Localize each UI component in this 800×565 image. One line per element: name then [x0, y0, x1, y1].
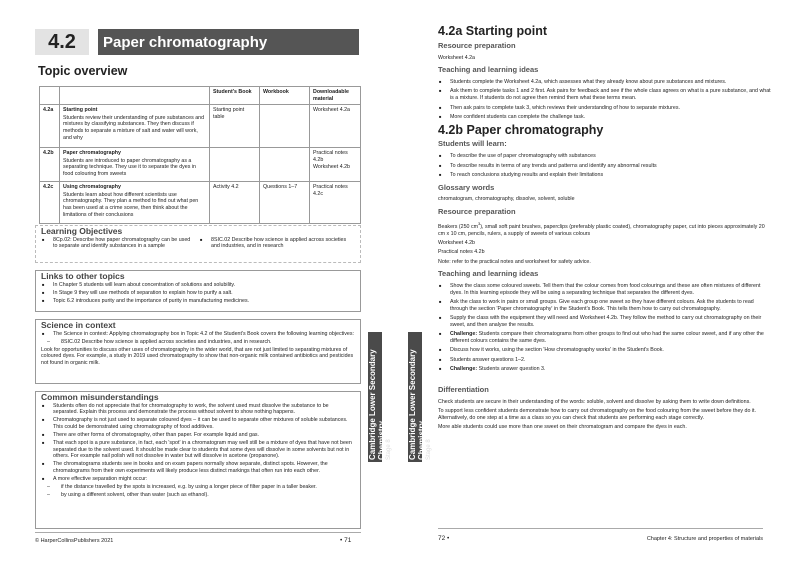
differentiation-heading: Differentiation	[438, 384, 489, 394]
teaching-item: ■ Then ask pairs to complete task 3, which reviews their understanding of how to separate mixtures.	[438, 105, 773, 112]
misunderstanding-item: ■ A more effective separation might occur:	[41, 476, 355, 483]
resource-text	[438, 221, 773, 237]
misunderstanding-item: ■ Students often do not appreciate that for chromatography to work, the solvent used must dissolve the substance to be separated. Explain this process and demonstrate the process without solvent to show nothing happens.	[41, 403, 355, 416]
row-book	[210, 148, 260, 182]
glossary-text: chromatogram, chromatography, dissolve, solvent, soluble	[438, 196, 575, 203]
teaching-item: ■ Students answer questions 1–2.	[438, 357, 773, 364]
teaching-text: Students answer question 3.	[478, 366, 546, 373]
row-desc: Students review their understanding of pure substances and mixtures by classifying substances. They then discuss if methods to separate a mixture of salt and water will work, and why	[63, 114, 205, 141]
page-number: 72 •	[438, 535, 450, 542]
superscript: 3	[478, 221, 481, 227]
col-header	[40, 87, 60, 105]
students-will-learn-heading: Students will learn:	[438, 139, 507, 149]
resource-line: Practical notes 4.2b	[438, 249, 485, 256]
resource-line: Note: refer to the practical notes and worksheet for safety advice.	[438, 258, 591, 265]
differentiation-text: To support less confident students demonstrate how to carry out chromatography on the food colouring from the sweet before they do it. Alternatively, do one step at a time as a class so you can check that students are performing each stage correctly.	[438, 407, 756, 421]
teaching-item: ■ Students complete the Worksheet 4.2a, which assesses what they already know about pure substances and mixtures.	[438, 79, 773, 86]
differentiation-text: More able students could use more than one sweet on their chromatogram and compare the dyes in each.	[438, 424, 687, 431]
table-row	[40, 105, 361, 148]
objective-item: ■ 8SIC.02 Describe how science is applied across societies and industries, and in research	[199, 237, 349, 250]
misunderstanding-item: ■ Chromatography is not just used to separate coloured dyes – it can be used to separate other mixtures of soluble substances. This could be demonstrated using chromatography of food additives.	[41, 417, 355, 430]
misunderstanding-subitem: – if the distance travelled by the spots is increased, e.g. by using a longer piece of filter paper in a taller beaker.	[41, 484, 355, 491]
link-item: ■ In Chapter 5 students will learn about concentration of solutions and solubility.	[41, 282, 355, 289]
section-heading-4-2a: 4.2a Starting point	[438, 24, 548, 38]
teaching-item	[438, 366, 773, 373]
series-title: Cambridge Lower Secondary Chemistry	[368, 349, 386, 460]
science-in-context-heading: Science in context	[41, 320, 116, 330]
row-material: Worksheet 4.2b	[313, 164, 351, 171]
learn-item: ■ To describe results in terms of any trends and patterns and identify any abnormal results	[438, 163, 773, 170]
page-number: • 71	[340, 537, 352, 544]
chapter-footer: Chapter 4: Structure and properties of materials	[646, 536, 763, 542]
series-tab-left	[368, 332, 392, 462]
misunderstandings-heading: Common misunderstandings	[41, 392, 159, 402]
row-code: 4.2c	[43, 184, 54, 191]
learn-item: ■ To reach conclusions studying results and explain their limitations	[438, 172, 773, 179]
footer-divider	[35, 532, 361, 533]
topic-overview-table	[39, 86, 361, 224]
footer-divider	[438, 528, 763, 529]
misunderstanding-item: ■ There are other forms of chromatography, other than paper. For example liquid and gas.	[41, 432, 355, 439]
row-book: Activity 4.2	[210, 182, 260, 224]
row-code: 4.2a	[43, 107, 54, 114]
topic-number: 4.2	[35, 29, 89, 55]
row-material: Worksheet 4.2a	[313, 107, 351, 114]
col-header	[60, 87, 210, 105]
row-title: Starting point	[63, 107, 98, 114]
resource-text: Worksheet 4.2a	[438, 54, 476, 61]
links-heading: Links to other topics	[41, 271, 125, 281]
context-item: ■ The Science in context: Applying chromatography box in Topic 4.2 of the Student's Book covers the following learning objectives:	[41, 331, 355, 338]
teaching-item: ■ More confident students can complete the challenge task.	[438, 114, 773, 121]
series-tab-right	[408, 332, 432, 462]
misunderstanding-subitem: – by using a different solvent, other than water (such as ethanol).	[41, 492, 355, 499]
context-paragraph: Look for opportunities to discuss other uses of chromatography in the wider world, that are not just limited to separating mixtures of coloured dyes. For example, a study in 2019 used chromatography to show that non-organic milk contained antibiotics and pesticides not found in organic milk.	[41, 346, 354, 366]
series-stage: Stage 8	[426, 439, 432, 460]
col-header: Student's Book	[210, 87, 260, 105]
section-heading-4-2b: 4.2b Paper chromatography	[438, 122, 604, 137]
row-workbook	[260, 105, 310, 148]
col-header: Workbook	[260, 87, 310, 105]
row-book: Starting point table	[210, 105, 260, 148]
teaching-heading: Teaching and learning ideas	[438, 65, 539, 75]
teaching-item: ■ Discuss how it works, using the section 'How chromatography works' in the Student's Book.	[438, 347, 773, 354]
links-box	[35, 270, 361, 312]
learning-objectives-box	[35, 225, 361, 263]
row-title: Using chromatography	[63, 184, 121, 191]
teaching-item	[438, 331, 773, 345]
right-page-content	[438, 24, 773, 433]
table-row	[40, 148, 361, 182]
table-row	[40, 182, 361, 224]
copyright: © HarperCollinsPublishers 2021	[35, 538, 114, 544]
row-workbook	[260, 148, 310, 182]
series-title: Cambridge Lower Secondary Chemistry	[408, 349, 426, 460]
learning-objectives-heading: Learning Objectives	[41, 226, 123, 236]
col-header: Downloadable material	[310, 87, 361, 105]
resource-preparation-heading: Resource preparation	[438, 40, 516, 50]
resource-text-part: ), small soft paint brushes, paperclips (preferably plastic coated), chromatography paper, cut into pieces approximately 20 cm x 10 cm, pencils, rulers, a supply of sweets of various colours	[438, 223, 765, 237]
topic-title: Paper chromatography	[98, 29, 359, 55]
teaching-item: ■ Show the class some coloured sweets. Tell them that the colour comes from food colourings and these are often mixtures of different dyes. In this learning episode they will be using a separating technique that separates the different dyes.	[438, 283, 773, 297]
resource-line: Worksheet 4.2b	[438, 239, 476, 246]
link-item: ■ Topic 6.2 introduces purity and the importance of purity in manufacturing medicines.	[41, 298, 355, 305]
teaching-heading: Teaching and learning ideas	[438, 269, 539, 279]
resource-preparation-heading: Resource preparation	[438, 207, 516, 217]
teaching-item: ■ Ask the class to work in pairs or small groups. Give each group one sweet so they have different colours. Ask the students to read through the section 'Paper chromatography' in the Student's Book. This tells them how to carry out chromatography.	[438, 299, 773, 313]
objective-item: ■ 8Cp.02: Describe how paper chromatography can be used to separate and identify substances in a sample	[41, 237, 191, 250]
topic-overview-heading: Topic overview	[38, 64, 128, 78]
row-material: Practical notes 4.2b	[313, 150, 348, 163]
teaching-item: ■ Supply the class with the equipment they will need and Worksheet 4.2b. They follow the method to carry out chromatography on their sweet, and then analyse the results.	[438, 315, 773, 329]
glossary-heading: Glossary words	[438, 182, 495, 192]
misunderstandings-box	[35, 391, 361, 529]
link-item: ■ In Stage 9 they will use methods of separation to explain how to purify a salt.	[41, 290, 355, 297]
row-material: Practical notes 4.2c	[313, 184, 348, 197]
differentiation-text: Check students are secure in their understanding of the words: soluble, solvent and dissolve by asking them to write down definitions.	[438, 398, 751, 405]
challenge-label: Challenge:	[450, 331, 478, 338]
teaching-text: Students compare their chromatograms from other groups to find out who had the same colour sweet, and if any other the different colours contains the same dyes.	[450, 331, 764, 345]
learn-item: ■ To describe the use of paper chromatography with substances	[438, 153, 773, 160]
science-in-context-box	[35, 319, 361, 384]
misunderstanding-item: ■ The chromatograms students see in books and on exam papers normally show separate, distinct spots. However, the chromatograms from their own experiments will likely produce less distinct markings that often run into each other.	[41, 461, 355, 474]
resource-text-part: Beakers (250 cm	[438, 223, 479, 230]
table-header-row	[40, 87, 361, 105]
series-stage: Stage 8	[386, 439, 392, 460]
row-workbook: Questions 1–7	[260, 182, 310, 224]
context-subitem: – 8SIC.02 Describe how science is applied across societies and industries, and in research.	[41, 339, 355, 346]
row-title: Paper chromatography	[63, 150, 121, 157]
row-code: 4.2b	[43, 150, 54, 157]
misunderstanding-item: ■ That each spot is a pure substance, in fact, each 'spot' in a chromatogram may well still be a mixture of dyes that have not been separated due to the solvent used. It should be made clear to students that some dyes will dissolve in some solvents but not in others. For example nail polish will not dissolve in water but will dissolve in acetone (propanone).	[41, 440, 355, 460]
row-desc: Students are introduced to paper chromatography as a separating technique. They use it to separate the dyes in food colouring from sweets	[63, 157, 196, 177]
teaching-item: ■ Ask them to complete tasks 1 and 2 first. Ask pairs for feedback and see if the whole class agrees on what is a pure substance, and what is a mixture. If students do not agree then remind them what these terms mean.	[438, 88, 773, 102]
row-desc: Students learn about how different scientists use chromatography. They plan a method to find out what pen has been used at a crime scene, then think about the limitations of their conclusions	[63, 191, 199, 218]
challenge-label: Challenge:	[450, 366, 478, 373]
